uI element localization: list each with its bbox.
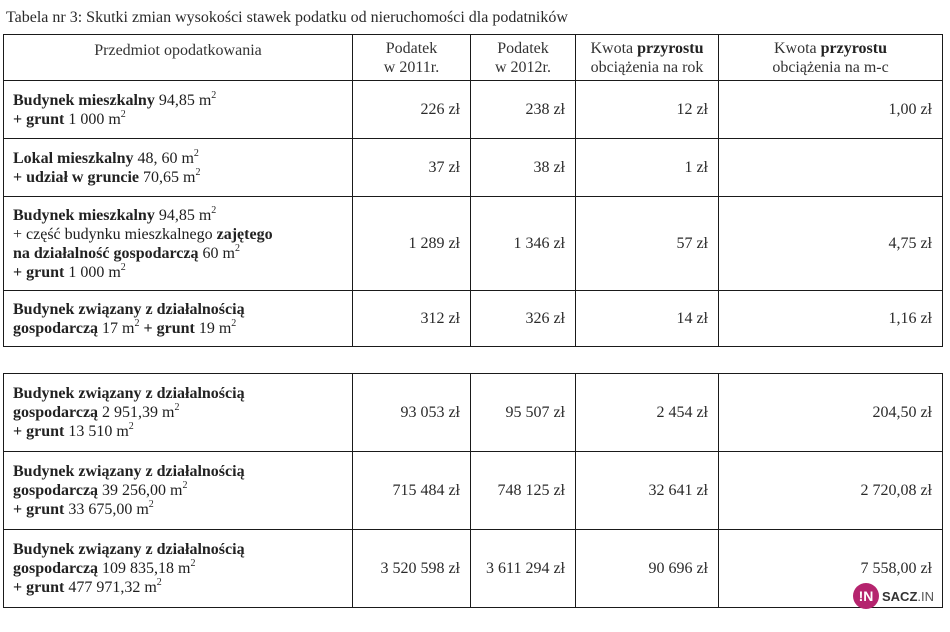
subject-line: Budynek związany z działalnością: [13, 463, 245, 480]
cell-tax2011: 3 520 598 zł: [353, 530, 471, 608]
subject-line: + udział w gruncie 70,65 $m^2$: [13, 166, 201, 186]
tax-table-business: [3, 373, 943, 608]
cell-tax2011: 93 053 zł: [353, 374, 471, 452]
subject-line: gospodarczą 39 256,00 $m^2$: [13, 480, 188, 499]
table-row: [4, 81, 943, 139]
tax-table-individual: [3, 34, 943, 347]
cell-inc-month: 7 558,00 zł: [719, 530, 943, 608]
cell-tax2012: 38 zł: [471, 139, 576, 197]
subject-line: + grunt 1 000 $m^2$: [13, 261, 126, 281]
cell-inc-month: 1,00 zł: [719, 81, 943, 139]
subject-cell: [4, 452, 353, 530]
cell-inc-month: 1,16 zł: [719, 291, 943, 347]
subject-line: gospodarczą 2 951,39 $m^2$: [13, 402, 180, 421]
subject-cell: [4, 139, 353, 197]
header-tax-2011: Podatek w 2011r.: [353, 35, 471, 81]
cell-inc-month: 2 720,08 zł: [719, 452, 943, 530]
logo-badge-icon: !N: [853, 583, 879, 609]
header-tax-2012: Podatek w 2012r.: [471, 35, 576, 81]
header-increase-year: Kwota przyrostu obciążenia na rok: [576, 35, 719, 81]
subject-line: gospodarczą 17 $m^2$ + grunt 19 $m^2$: [13, 317, 237, 337]
subject-cell: [4, 530, 353, 608]
subject-line: + grunt 477 971,32 $m^2$: [13, 577, 162, 596]
subject-cell: [4, 81, 353, 139]
cell-inc-month: 4,75 zł: [719, 197, 943, 291]
cell-tax2012: 3 611 294 zł: [471, 530, 576, 608]
table-row: [4, 291, 943, 347]
subject-line: gospodarczą 109 835,18 $m^2$: [13, 558, 196, 577]
sacz-in-watermark: [853, 583, 934, 609]
cell-tax2012: 238 zł: [471, 81, 576, 139]
cell-inc-year: 12 zł: [576, 81, 719, 139]
cell-tax2011: 715 484 zł: [353, 452, 471, 530]
cell-tax2011: 312 zł: [353, 291, 471, 347]
header-increase-month: Kwota przyrostu obciążenia na m-c: [719, 35, 943, 81]
subject-line: Budynek mieszkalny 94,85 $m^2$: [13, 204, 217, 224]
cell-tax2012: 326 zł: [471, 291, 576, 347]
cell-tax2012: 748 125 zł: [471, 452, 576, 530]
subject-cell: [4, 197, 353, 291]
cell-inc-month: 204,50 zł: [719, 374, 943, 452]
header-row: [4, 35, 943, 81]
cell-tax2011: 226 zł: [353, 81, 471, 139]
cell-inc-year: 14 zł: [576, 291, 719, 347]
cell-inc-year: 90 696 zł: [576, 530, 719, 608]
logo-text: SACZ.IN: [882, 588, 935, 604]
subject-line: + grunt 33 675,00 $m^2$: [13, 499, 154, 518]
cell-inc-year: 32 641 zł: [576, 452, 719, 530]
subject-line: Lokal mieszkalny 48, 60 $m^2$: [13, 147, 199, 167]
table-row: [4, 197, 943, 291]
cell-inc-year: 1 zł: [576, 139, 719, 197]
subject-line: na działalność gospodarczą 60 $m^2$: [13, 242, 240, 262]
cell-tax2012: 1 346 zł: [471, 197, 576, 291]
cell-inc-month: [719, 139, 943, 197]
table-row: [4, 452, 943, 530]
subject-line: + część budynku mieszkalnego zajętego: [13, 225, 273, 243]
subject-cell: [4, 374, 353, 452]
cell-tax2011: 37 zł: [353, 139, 471, 197]
subject-line: Budynek związany z działalnością: [13, 541, 245, 558]
table-row: [4, 139, 943, 197]
cell-tax2012: 95 507 zł: [471, 374, 576, 452]
cell-inc-year: 57 zł: [576, 197, 719, 291]
cell-inc-year: 2 454 zł: [576, 374, 719, 452]
table-row: [4, 374, 943, 452]
subject-line: Budynek związany z działalnością: [13, 300, 245, 318]
subject-line: + grunt 13 510 $m^2$: [13, 421, 134, 440]
subject-line: Budynek związany z działalnością: [13, 385, 245, 402]
header-subject: Przedmiot opodatkowania: [4, 35, 353, 81]
subject-cell: [4, 291, 353, 347]
table-row: [4, 530, 943, 608]
table-caption: Tabela nr 3: Skutki zmian wysokości stawek podatku od nieruchomości dla podatników: [6, 9, 568, 26]
subject-line: + grunt 1 000 $m^2$: [13, 108, 126, 128]
subject-line: Budynek mieszkalny 94,85 $m^2$: [13, 89, 217, 109]
cell-tax2011: 1 289 zł: [353, 197, 471, 291]
